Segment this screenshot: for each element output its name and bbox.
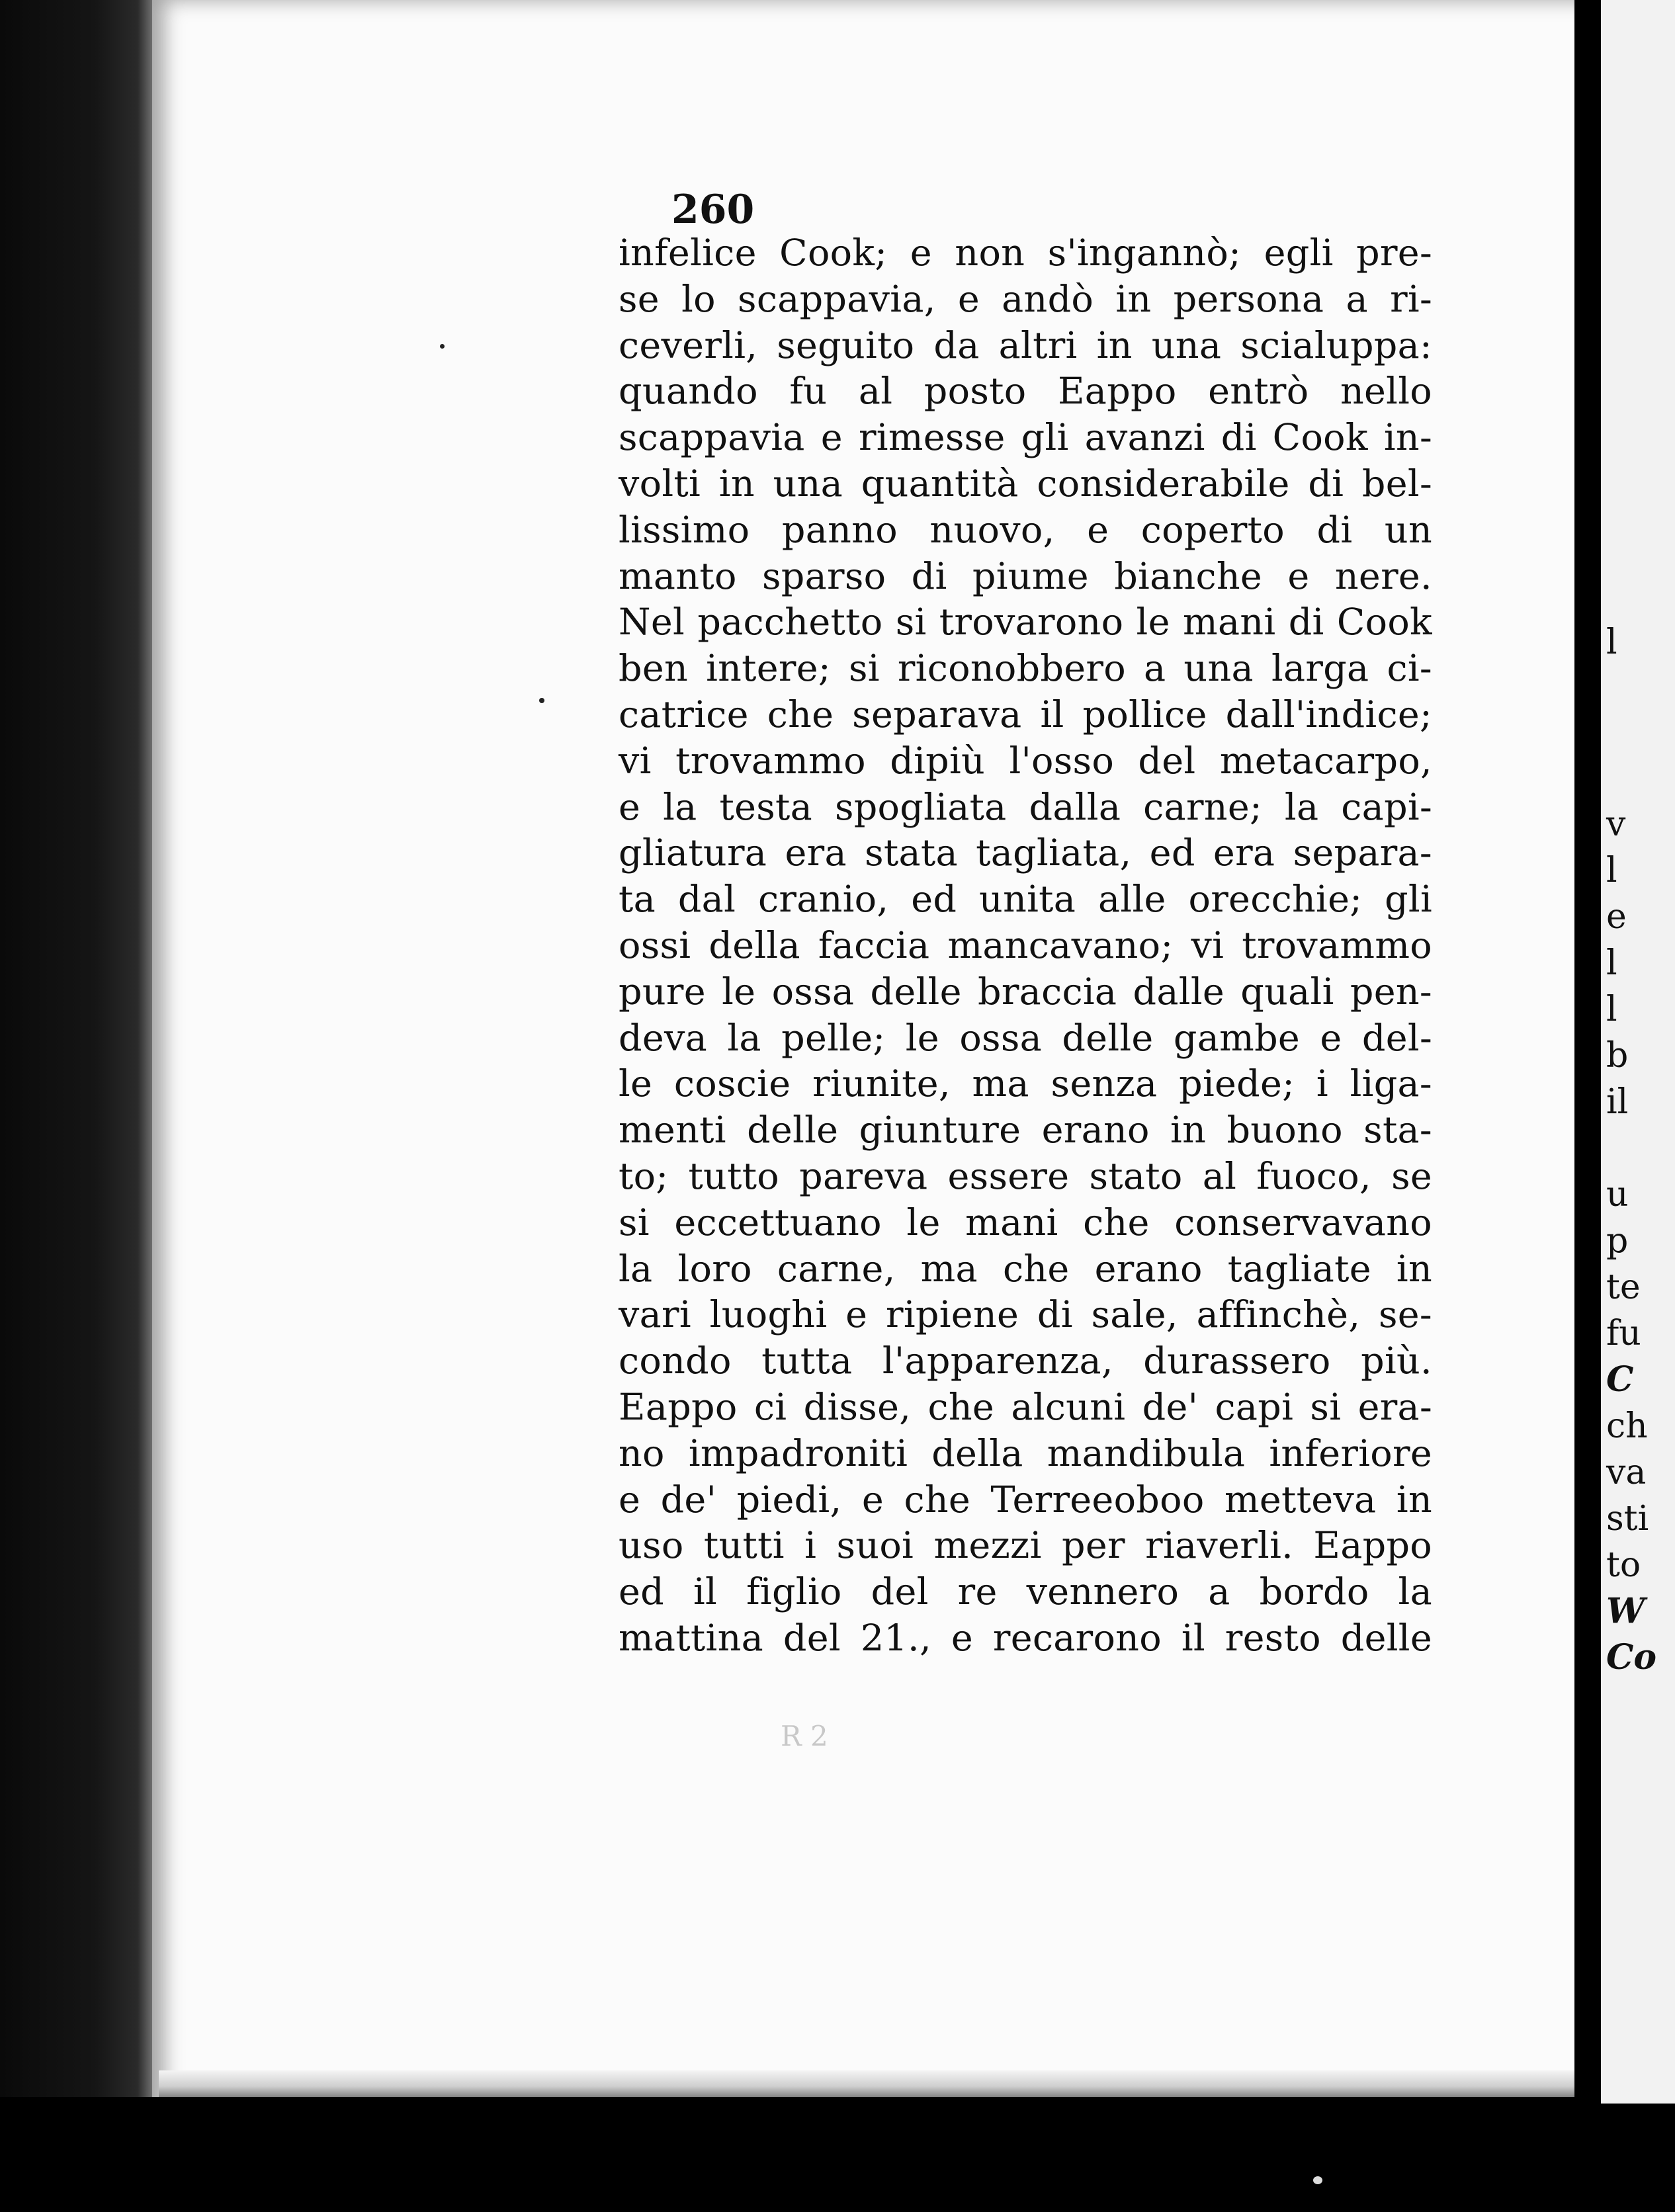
adjacent-fragment: b xyxy=(1606,1036,1629,1076)
adjacent-fragment: ch xyxy=(1606,1406,1648,1446)
adjacent-fragment: W xyxy=(1606,1591,1645,1631)
adjacent-fragment: p xyxy=(1606,1221,1629,1261)
text-line: mattina del 21., e recarono il resto delle xyxy=(619,1616,1432,1660)
adjacent-fragment: u xyxy=(1606,1175,1629,1214)
text-line: e de' piedi, e che Terreeoboo metteva in xyxy=(619,1478,1432,1521)
text-line: no impadroniti della mandibula inferiore xyxy=(619,1431,1432,1475)
signature-mark: R 2 xyxy=(781,1720,828,1752)
adjacent-fragment: l xyxy=(1606,943,1617,983)
book-spine-shadow xyxy=(0,0,172,2212)
adjacent-fragment: il xyxy=(1606,1082,1629,1122)
adjacent-fragment: va xyxy=(1606,1453,1647,1492)
adjacent-fragment: to xyxy=(1606,1545,1641,1585)
text-line: la loro carne, ma che erano tagliate in xyxy=(619,1247,1432,1291)
text-line: ben intere; si riconobbero a una larga ci- xyxy=(619,647,1432,691)
text-line: vi trovammo dipiù l'osso del metacarpo, xyxy=(619,739,1432,783)
text-line: condo tutta l'apparenza, durassero più. xyxy=(619,1340,1432,1383)
text-line: manto sparso di piume bianche e nere. xyxy=(619,554,1432,598)
text-line: si eccettuano le mani che conservavano xyxy=(619,1201,1432,1244)
text-line: volti in una quantità considerabile di bel- xyxy=(619,462,1432,505)
text-line: infelice Cook; e non s'ingannò; egli pre- xyxy=(619,232,1432,275)
body-text xyxy=(619,230,1432,1662)
adjacent-fragment: te xyxy=(1606,1267,1641,1307)
text-line: Eappo ci disse, che alcuni de' capi si era- xyxy=(619,1385,1432,1429)
text-line: vari luoghi e ripiene di sale, affinchè, se- xyxy=(619,1293,1432,1337)
page-gutter xyxy=(1574,0,1601,2104)
adjacent-fragment: l xyxy=(1606,990,1617,1029)
text-line: le coscie riunite, ma senza piede; i liga- xyxy=(619,1062,1432,1106)
text-line: e la testa spogliata dalla carne; la capi- xyxy=(619,785,1432,829)
text-line: menti delle giunture erano in buono sta- xyxy=(619,1109,1432,1152)
scan-speck xyxy=(1313,2176,1322,2184)
text-line: gliatura era stata tagliata, ed era separa- xyxy=(619,831,1432,875)
adjacent-fragment: fu xyxy=(1606,1314,1641,1353)
text-line: uso tutti i suoi mezzi per riaverli. Eappo xyxy=(619,1524,1432,1568)
adjacent-fragment: Co xyxy=(1606,1637,1657,1678)
text-line: deva la pelle; le ossa delle gambe e del- xyxy=(619,1016,1432,1060)
scan-background xyxy=(0,2097,1675,2212)
text-line: catrice che separava il pollice dall'indice; xyxy=(619,693,1432,736)
text-line: pure le ossa delle braccia dalle quali pen- xyxy=(619,970,1432,1013)
text-line: se lo scappavia, e andò in persona a ri- xyxy=(619,277,1432,321)
page-number: 260 xyxy=(671,187,755,233)
text-line: scappavia e rimesse gli avanzi di Cook in- xyxy=(619,416,1432,460)
scan-speck xyxy=(440,344,445,349)
adjacent-fragment: e xyxy=(1606,897,1627,937)
adjacent-fragment: l xyxy=(1606,622,1617,662)
adjacent-fragment: l xyxy=(1606,851,1617,890)
text-line: ed il figlio del re vennero a bordo la xyxy=(619,1570,1432,1614)
scan-speck xyxy=(539,698,544,703)
text-line: ceverli, seguito da altri in una scialuppa: xyxy=(619,323,1432,367)
adjacent-fragment: v xyxy=(1606,804,1626,844)
adjacent-fragment: C xyxy=(1606,1359,1634,1400)
adjacent-page-edge xyxy=(1601,0,1675,2104)
text-line: to; tutto pareva essere stato al fuoco, se xyxy=(619,1154,1432,1198)
adjacent-fragment: sti xyxy=(1606,1499,1649,1539)
text-line: Nel pacchetto si trovarono le mani di Cook xyxy=(619,601,1432,644)
text-line: ta dal cranio, ed unita alle orecchie; gli xyxy=(619,878,1432,921)
text-line: quando fu al posto Eappo entrò nello xyxy=(619,370,1432,413)
text-line: ossi della faccia mancavano; vi trovammo xyxy=(619,923,1432,967)
text-line: lissimo panno nuovo, e coperto di un xyxy=(619,508,1432,552)
